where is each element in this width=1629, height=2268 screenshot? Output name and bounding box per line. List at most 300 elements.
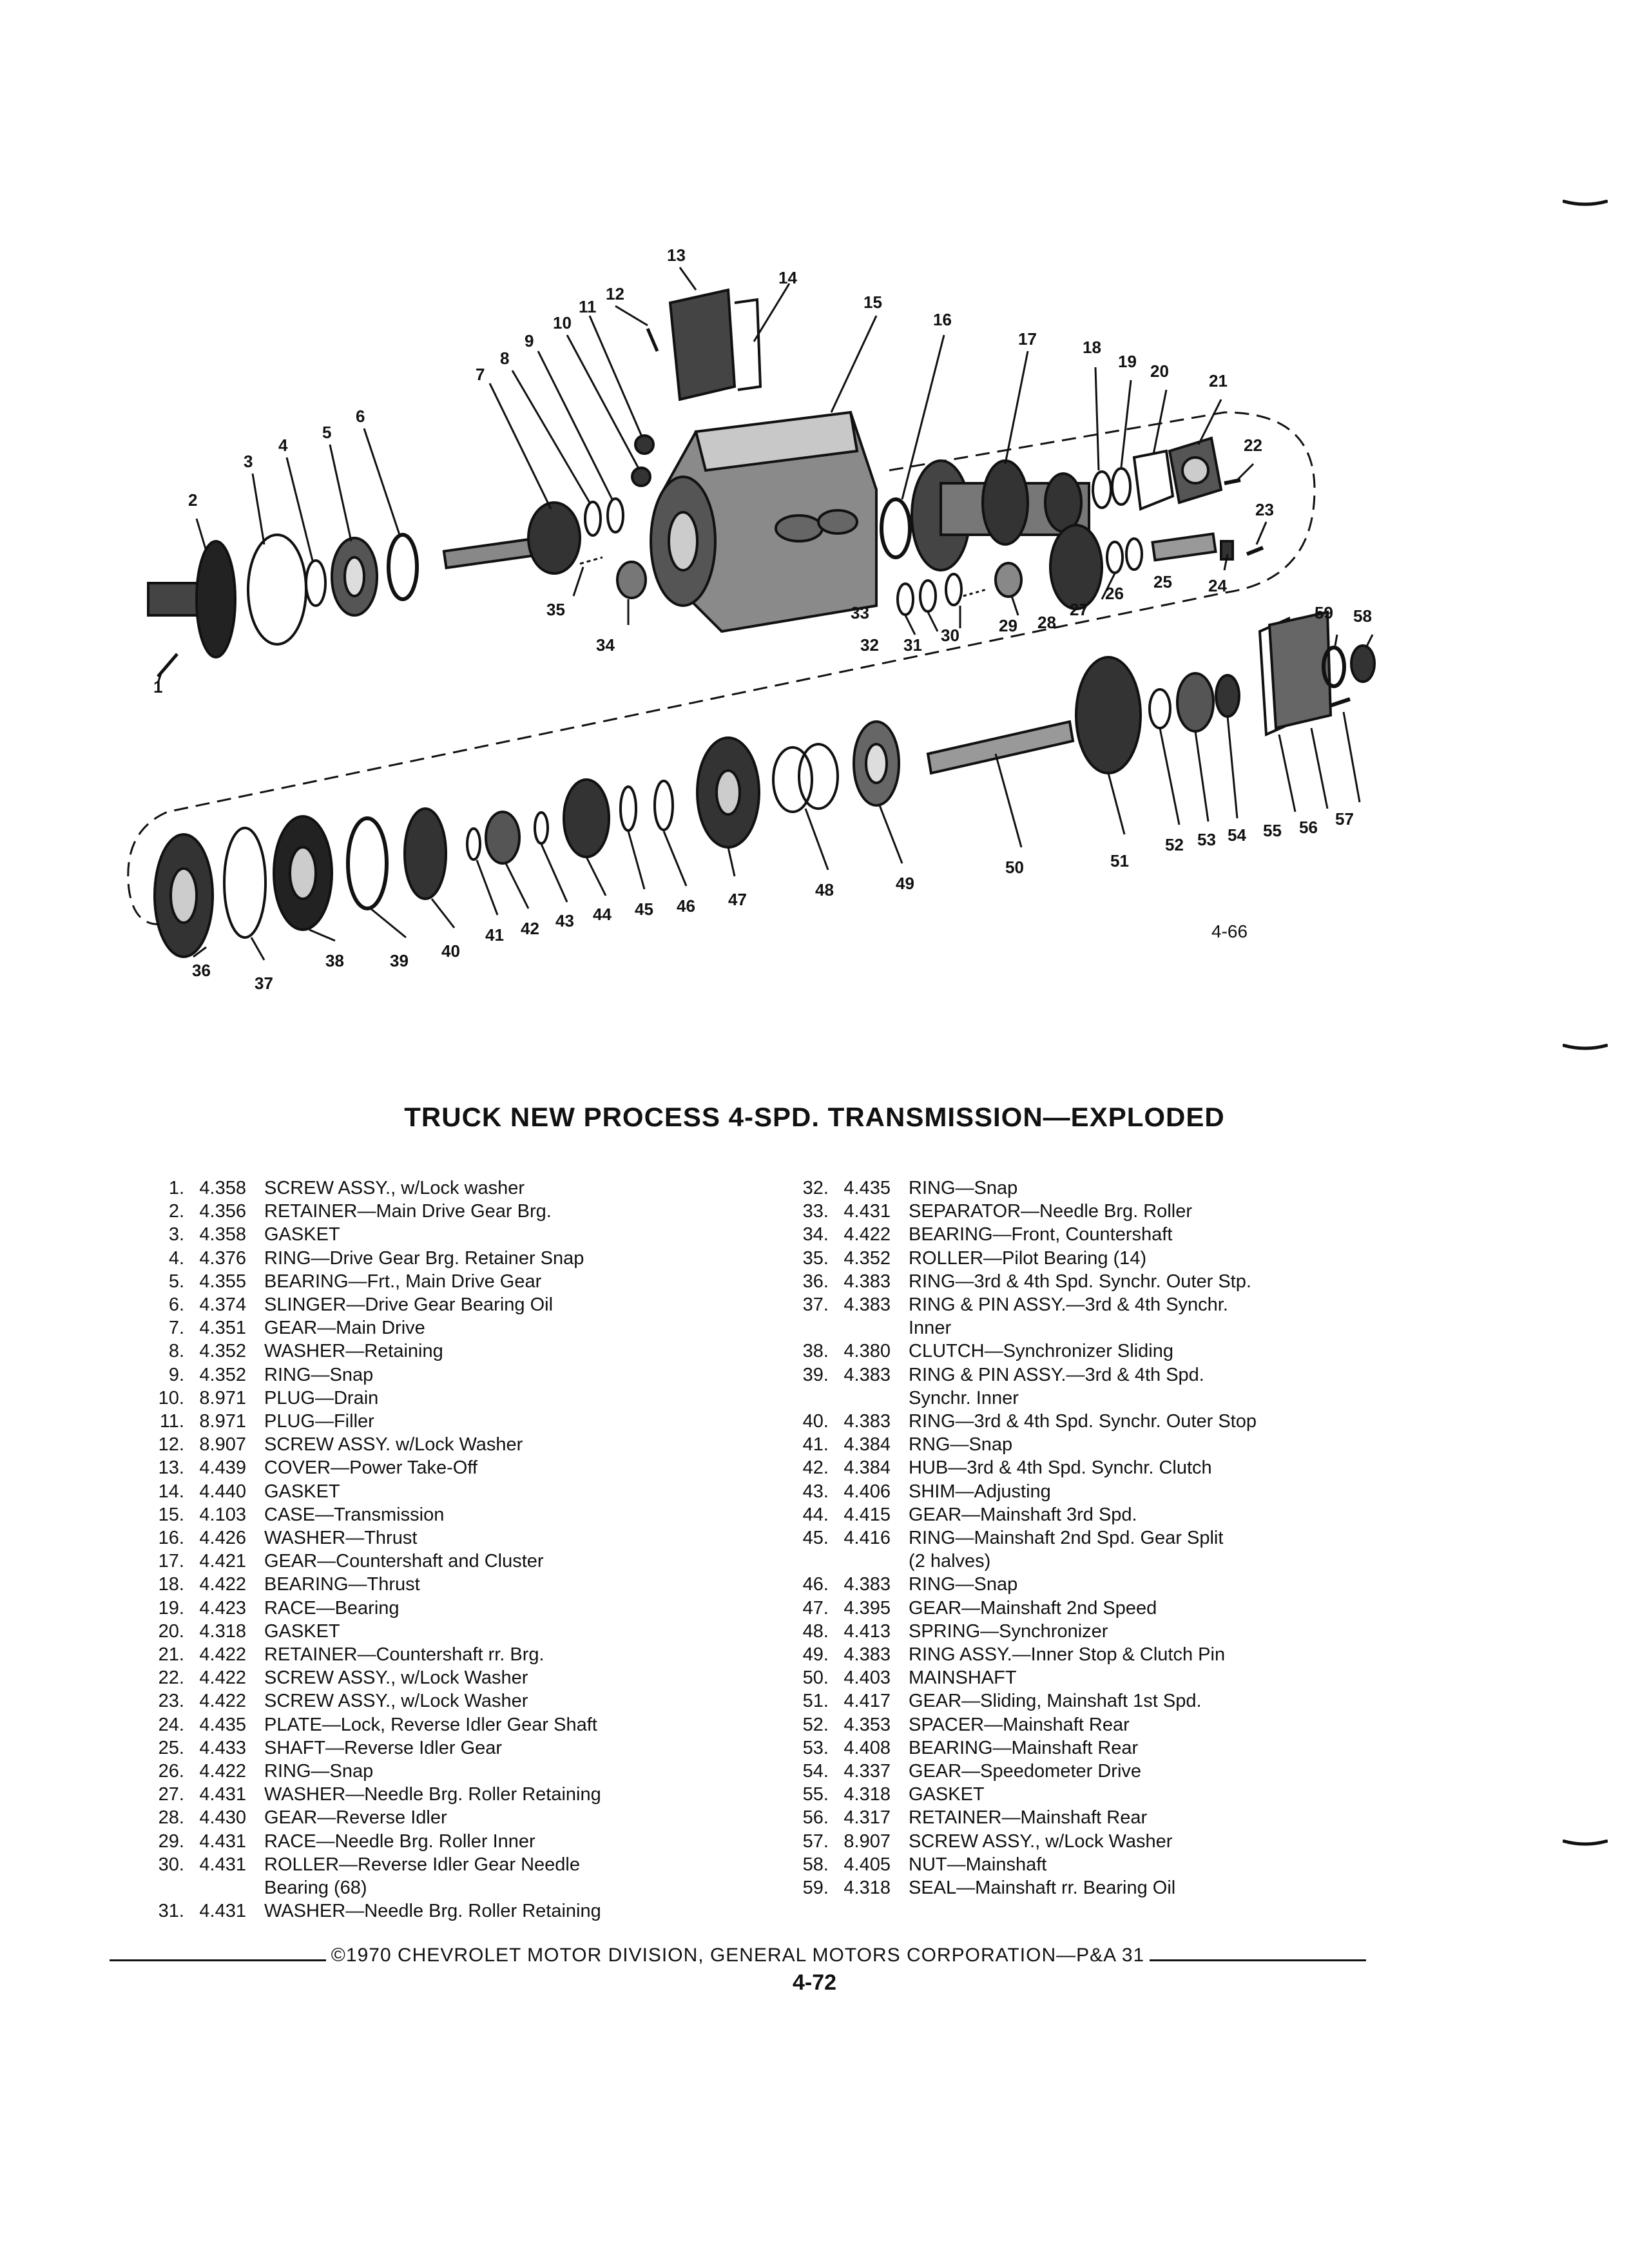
parts-row [760,1760,1405,1783]
part-description: RING & PIN ASSY.—3rd & 4th Spd. Synchr. Inner [909,1364,1204,1408]
ref-number: 4.337 [843,1761,891,1782]
parts-row [760,1363,1405,1410]
ref-number: 4.406 [843,1481,891,1502]
parts-row [760,1340,1405,1363]
footer [110,1945,1366,1966]
part-number: 10. [158,1387,184,1408]
callout-8: 8 [500,349,510,368]
part-number: 15. [158,1504,184,1525]
callout-9: 9 [525,331,534,351]
callout-31: 31 [903,635,922,655]
parts-row [760,1643,1405,1666]
part-description: RING—3rd & 4th Spd. Synchr. Outer Stop [909,1411,1257,1432]
part-number: 19. [158,1597,184,1619]
callout-23: 23 [1255,500,1274,519]
part-description: RACE—Needle Brg. Roller Inner [264,1831,535,1852]
callout-51: 51 [1110,851,1129,870]
parts-row [116,1597,773,1620]
part-description: RETAINER—Main Drive Gear Brg. [264,1201,552,1222]
part-number: 30. [158,1854,184,1875]
part-number: 55. [802,1784,829,1805]
callout-24: 24 [1208,576,1227,595]
callout-41: 41 [485,925,504,945]
part-description: GEAR—Countershaft and Cluster [264,1551,544,1572]
ref-number: 4.358 [199,1178,246,1198]
parts-row [116,1480,773,1503]
ref-number: 8.907 [843,1831,891,1852]
ref-number: 4.422 [843,1224,891,1245]
parts-row [116,1387,773,1410]
part-description: RING ASSY.—Inner Stop & Clutch Pin [909,1644,1226,1666]
part-number: 9. [168,1364,184,1385]
part-description: CLUTCH—Synchronizer Sliding [909,1341,1173,1362]
parts-row [116,1270,773,1293]
callout-42: 42 [521,919,539,938]
part-description: BEARING—Mainshaft Rear [909,1737,1139,1758]
footer-copyright: ©1970 CHEVROLET MOTOR DIVISION, GENERAL MOTORS CORPORATION—P&A 31 [331,1945,1145,1966]
parts-row [116,1713,773,1736]
parts-row [116,1666,773,1689]
part-description: GEAR—Mainshaft 2nd Speed [909,1597,1157,1619]
part-number: 54. [802,1761,829,1782]
ref-number: 4.355 [199,1271,246,1292]
callout-13: 13 [667,245,686,265]
ref-number: 4.440 [199,1481,246,1502]
part-number: 28. [158,1807,184,1829]
part-description: SCREW ASSY., w/Lock Washer [264,1667,528,1689]
parts-row [760,1526,1405,1573]
callout-37: 37 [255,974,273,993]
callout-49: 49 [896,874,914,893]
part-number: 44. [802,1504,829,1525]
part-number: 48. [802,1620,829,1642]
ref-number: 8.971 [199,1387,246,1408]
part-description: WASHER—Thrust [264,1528,418,1549]
callout-58: 58 [1353,606,1372,626]
parts-row [760,1410,1405,1433]
ref-number: 4.416 [843,1528,891,1549]
part-number: 16. [158,1528,184,1549]
ref-number: 4.422 [199,1667,246,1689]
part-description: COVER—Power Take-Off [264,1457,477,1479]
ref-number: 4.318 [199,1620,246,1642]
part-description: RING—Drive Gear Brg. Retainer Snap [264,1247,584,1269]
parts-row [116,1830,773,1853]
part-description: GEAR—Sliding, Mainshaft 1st Spd. [909,1691,1202,1712]
part-number: 49. [802,1644,829,1666]
part-description: SCREW ASSY., w/Lock Washer [909,1831,1173,1852]
ref-number: 4.352 [199,1364,246,1385]
parts-row [116,1247,773,1270]
parts-row [760,1293,1405,1340]
parts-row [116,1573,773,1596]
parts-row [116,1316,773,1340]
callout-26: 26 [1105,584,1124,603]
part-number: 11. [159,1411,184,1432]
part-description: RING—Snap [264,1761,374,1782]
callout-38: 38 [325,951,344,970]
part-number: 52. [802,1714,829,1735]
callout-39: 39 [390,951,409,970]
ref-number: 4.103 [199,1504,246,1525]
part-description: ROLLER—Pilot Bearing (14) [909,1247,1147,1269]
part-description: GEAR—Reverse Idler [264,1807,447,1829]
callout-5: 5 [322,423,332,442]
callout-44: 44 [593,905,612,924]
ref-number: 4.376 [199,1247,246,1269]
callout-25: 25 [1153,572,1172,591]
part-description: MAINSHAFT [909,1667,1017,1689]
part-description: SHIM—Adjusting [909,1481,1051,1502]
parts-row [760,1177,1405,1200]
part-number: 51. [802,1691,829,1712]
callout-57: 57 [1335,809,1354,829]
ref-number: 4.395 [843,1597,891,1619]
part-number: 41. [802,1434,829,1456]
ref-number: 4.431 [843,1201,891,1222]
parts-row [116,1200,773,1223]
ref-number: 4.435 [199,1714,246,1735]
ref-number: 4.353 [843,1714,891,1735]
part-number: 23. [158,1691,184,1712]
footer-rule-left [110,1959,326,1961]
callout-33: 33 [851,603,869,622]
part-number: 13. [158,1457,184,1479]
parts-row [116,1526,773,1550]
ref-number: 4.403 [843,1667,891,1689]
callout-59: 59 [1315,603,1333,622]
part-description: CASE—Transmission [264,1504,445,1525]
parts-row [760,1713,1405,1736]
ref-number: 4.423 [199,1597,246,1619]
ref-number: 4.383 [843,1411,891,1432]
parts-row [760,1573,1405,1596]
part-description: RING—3rd & 4th Spd. Synchr. Outer Stp. [909,1271,1251,1292]
parts-row [760,1597,1405,1620]
callout-43: 43 [555,911,574,930]
callout-17: 17 [1018,329,1037,349]
part-description: SCREW ASSY., w/Lock Washer [264,1691,528,1712]
ref-number: 4.351 [199,1318,246,1339]
part-description: GASKET [909,1784,985,1805]
ref-number: 4.356 [199,1201,246,1222]
ref-number: 4.383 [843,1574,891,1595]
callout-36: 36 [192,961,211,980]
part-number: 33. [802,1201,829,1222]
page-title: TRUCK NEW PROCESS 4-SPD. TRANSMISSION—EXPLODED [404,1102,1225,1132]
ref-number: 4.358 [199,1224,246,1245]
ref-number: 4.422 [199,1691,246,1712]
part-description: SEAL—Mainshaft rr. Bearing Oil [909,1878,1176,1899]
part-number: 32. [802,1178,829,1198]
ref-number: 4.426 [199,1528,246,1549]
callout-15: 15 [863,293,882,312]
callout-18: 18 [1083,338,1101,357]
part-number: 24. [158,1714,184,1735]
parts-row [116,1853,773,1899]
ref-number: 4.408 [843,1737,891,1758]
part-number: 58. [802,1854,829,1875]
part-number: 43. [802,1481,829,1502]
part-number: 12. [158,1434,184,1456]
parts-row [760,1620,1405,1643]
part-shapes [148,290,1374,957]
part-description: GEAR—Main Drive [264,1318,425,1339]
part-number: 31. [158,1901,184,1922]
callout-27: 27 [1070,600,1088,619]
ref-number: 4.422 [199,1574,246,1595]
parts-row [116,1456,773,1479]
callout-47: 47 [728,890,747,909]
ref-number: 4.417 [843,1691,891,1712]
parts-row [116,1340,773,1363]
parts-row [116,1293,773,1316]
part-description: GASKET [264,1481,340,1502]
callout-48: 48 [815,880,834,899]
callout-3: 3 [244,452,253,471]
part-number: 34. [802,1224,829,1245]
ref-number: 4.318 [843,1784,891,1805]
part-description: RETAINER—Mainshaft Rear [909,1807,1148,1829]
part-number: 53. [802,1737,829,1758]
part-number: 26. [158,1761,184,1782]
exploded-diagram [0,0,1629,1082]
callout-50: 50 [1005,858,1024,877]
part-number: 59. [802,1878,829,1899]
part-number: 57. [802,1831,829,1852]
parts-row [760,1247,1405,1270]
callout-4: 4 [278,436,288,455]
part-description: GEAR—Speedometer Drive [909,1761,1142,1782]
parts-row [116,1620,773,1643]
ref-number: 4.433 [199,1737,246,1758]
callout-1: 1 [153,677,163,697]
part-description: SCREW ASSY., w/Lock washer [264,1178,525,1198]
part-number: 50. [802,1667,829,1689]
callout-14: 14 [778,268,797,287]
ref-number: 4.431 [199,1784,246,1805]
parts-row [760,1806,1405,1829]
part-number: 39. [802,1364,829,1385]
parts-row [116,1433,773,1456]
part-description: BEARING—Frt., Main Drive Gear [264,1271,542,1292]
callout-2: 2 [188,490,198,510]
part-number: 21. [158,1644,184,1666]
ref-number: 4.318 [843,1878,891,1899]
part-number: 20. [158,1620,184,1642]
callout-21: 21 [1209,371,1228,390]
callout-28: 28 [1037,613,1056,632]
part-description: PLATE—Lock, Reverse Idler Gear Shaft [264,1714,597,1735]
parts-row [760,1456,1405,1479]
part-number: 4. [168,1247,184,1269]
ref-number: 4.383 [843,1364,891,1385]
callout-46: 46 [677,896,695,916]
part-description: RING—Snap [264,1364,374,1385]
ref-number: 4.422 [199,1761,246,1782]
parts-row [760,1480,1405,1503]
part-number: 42. [802,1457,829,1479]
part-number: 3. [168,1224,184,1245]
ref-number: 4.413 [843,1620,891,1642]
ref-number: 4.431 [199,1854,246,1875]
callout-22: 22 [1244,436,1262,455]
parts-list-left [116,1177,773,1923]
ref-number: 4.352 [199,1341,246,1362]
part-description: BEARING—Front, Countershaft [909,1224,1173,1245]
part-number: 35. [802,1247,829,1269]
ref-number: 4.421 [199,1551,246,1572]
part-number: 25. [158,1737,184,1758]
part-number: 29. [158,1831,184,1852]
callout-11: 11 [579,297,597,316]
edge-mark [1563,1044,1608,1050]
callout-20: 20 [1150,361,1169,381]
part-description: GASKET [264,1620,340,1642]
part-description: WASHER—Needle Brg. Roller Retaining [264,1901,601,1922]
part-description: RING—Mainshaft 2nd Spd. Gear Split (2 halves) [909,1528,1224,1572]
callout-10: 10 [553,313,572,332]
ref-number: 4.380 [843,1341,891,1362]
callout-32: 32 [860,635,879,655]
callout-29: 29 [999,616,1017,635]
ref-number: 4.431 [199,1831,246,1852]
parts-row [760,1853,1405,1876]
ref-number: 4.384 [843,1457,891,1479]
part-description: RING—Snap [909,1574,1018,1595]
page-number: 4-72 [792,1970,837,1995]
part-description: SPRING—Synchronizer [909,1620,1108,1642]
callout-53: 53 [1197,830,1216,849]
part-number: 37. [802,1294,829,1316]
parts-row [760,1666,1405,1689]
parts-row [760,1736,1405,1760]
part-number: 22. [158,1667,184,1689]
part-number: 27. [158,1784,184,1805]
ref-number: 4.430 [199,1807,246,1829]
part-description: SEPARATOR—Needle Brg. Roller [909,1201,1192,1222]
callout-6: 6 [356,407,365,426]
parts-row [116,1363,773,1387]
part-description: RING—Snap [909,1178,1018,1198]
part-number: 36. [802,1271,829,1292]
ref-number: 4.352 [843,1247,891,1269]
ref-number: 4.384 [843,1434,891,1456]
callout-52: 52 [1165,835,1184,854]
part-number: 6. [168,1294,184,1316]
callout-56: 56 [1299,818,1318,837]
parts-row [760,1433,1405,1456]
part-number: 47. [802,1597,829,1619]
parts-row [116,1503,773,1526]
parts-list-right [760,1177,1405,1899]
callout-40: 40 [441,941,460,961]
parts-row [116,1783,773,1806]
callout-30: 30 [941,626,959,645]
parts-row [116,1760,773,1783]
callout-35: 35 [546,600,565,619]
footer-rule-right [1150,1959,1366,1961]
parts-row [116,1410,773,1433]
ref-number: 8.971 [199,1411,246,1432]
part-number: 18. [158,1574,184,1595]
part-description: BEARING—Thrust [264,1574,420,1595]
part-description: RACE—Bearing [264,1597,400,1619]
ref-number: 8.907 [199,1434,246,1456]
parts-row [760,1689,1405,1713]
parts-row [116,1550,773,1573]
ref-number: 4.405 [843,1854,891,1875]
parts-row [116,1223,773,1246]
parts-row [116,1736,773,1760]
part-description: SCREW ASSY. w/Lock Washer [264,1434,523,1456]
part-description: WASHER—Needle Brg. Roller Retaining [264,1784,601,1805]
parts-row [760,1783,1405,1806]
ref-number: 4.374 [199,1294,246,1316]
part-description: WASHER—Retaining [264,1341,443,1362]
ref-number: 4.383 [843,1271,891,1292]
parts-row [760,1503,1405,1526]
edge-mark [1563,1840,1608,1846]
part-number: 14. [158,1481,184,1502]
callout-7: 7 [476,365,485,384]
callout-19: 19 [1118,352,1137,371]
part-description: PLUG—Drain [264,1387,379,1408]
callout-12: 12 [606,284,624,303]
part-number: 46. [802,1574,829,1595]
edge-mark [1563,200,1608,206]
ref-number: 4.431 [199,1901,246,1922]
callout-16: 16 [933,310,952,329]
part-number: 40. [802,1411,829,1432]
ref-number: 4.422 [199,1644,246,1666]
figure-label: 4-66 [1211,921,1248,941]
part-number: 1. [168,1178,184,1198]
parts-row [116,1177,773,1200]
part-description: ROLLER—Reverse Idler Gear Needle Bearing (68) [264,1854,580,1899]
parts-row [116,1689,773,1713]
part-description: GEAR—Mainshaft 3rd Spd. [909,1504,1137,1525]
part-number: 5. [168,1271,184,1292]
ref-number: 4.317 [843,1807,891,1829]
parts-row [760,1830,1405,1853]
part-description: SLINGER—Drive Gear Bearing Oil [264,1294,554,1316]
part-number: 17. [158,1551,184,1572]
ref-number: 4.435 [843,1178,891,1198]
parts-row [760,1876,1405,1899]
callout-34: 34 [596,635,615,655]
callout-55: 55 [1263,821,1282,840]
part-description: RNG—Snap [909,1434,1013,1456]
part-description: HUB—3rd & 4th Spd. Synchr. Clutch [909,1457,1212,1479]
part-description: GASKET [264,1224,340,1245]
parts-row [116,1806,773,1829]
parts-row [116,1899,773,1923]
parts-row [760,1223,1405,1246]
part-number: 38. [802,1341,829,1362]
part-description: PLUG—Filler [264,1411,374,1432]
part-description: SPACER—Mainshaft Rear [909,1714,1130,1735]
ref-number: 4.415 [843,1504,891,1525]
part-number: 8. [168,1341,184,1362]
ref-number: 4.383 [843,1644,891,1666]
callout-54: 54 [1228,825,1246,845]
ref-number: 4.383 [843,1294,891,1316]
part-number: 45. [802,1528,829,1549]
parts-row [760,1270,1405,1293]
part-description: RETAINER—Countershaft rr. Brg. [264,1644,545,1666]
part-number: 7. [168,1318,184,1339]
